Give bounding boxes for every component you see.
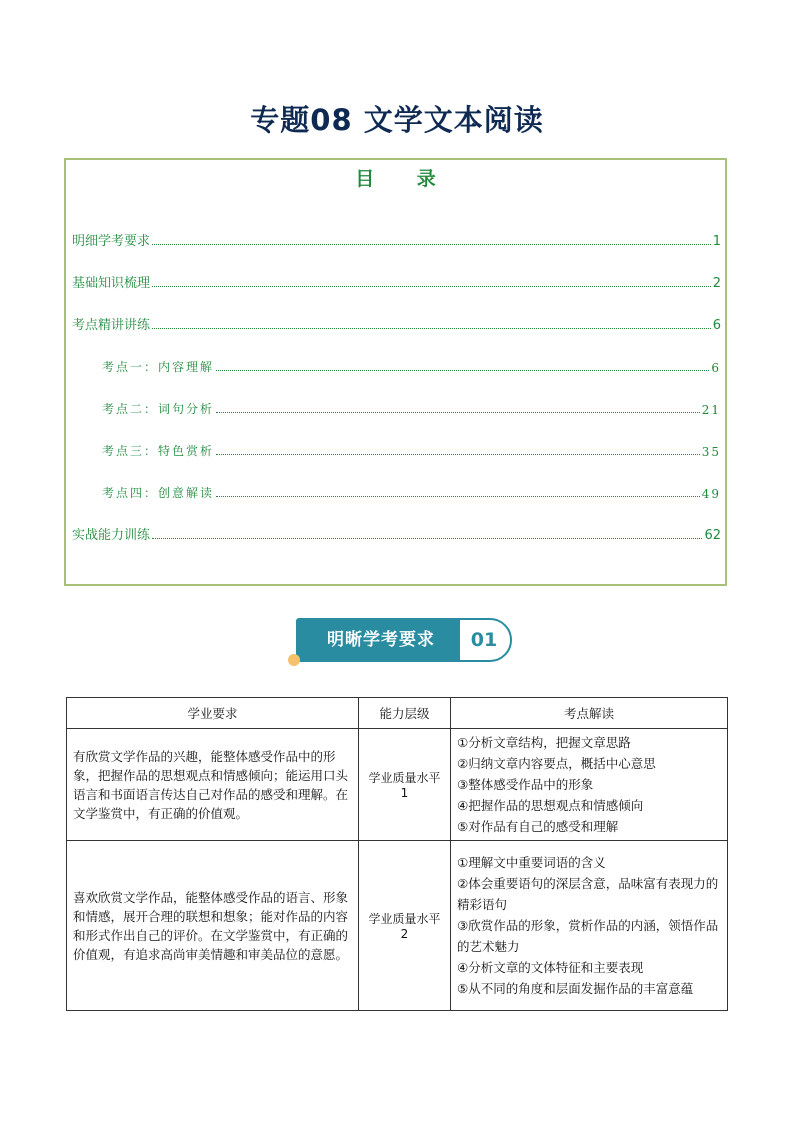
toc-entry-label: 考点四：创意解读 <box>102 486 215 500</box>
toc-entry[interactable] <box>102 441 721 459</box>
point-item: ③欣赏作品的形象，赏析作品的内涵，领悟作品的艺术魅力 <box>457 918 719 954</box>
section-number: 01 <box>470 629 498 651</box>
toc-entry-label: 考点一：内容理解 <box>102 360 215 374</box>
page-title: 专题08 文学文本阅读 <box>250 103 544 137</box>
toc-entry-label: 基础知识梳理 <box>72 276 151 291</box>
table-header-cell: 能力层级 <box>359 698 451 729</box>
toc-leader <box>216 369 709 371</box>
requirement-cell: 有欣赏文学作品的兴趣，能整体感受作品中的形象，把握作品的思想观点和情感倾向；能运用口头语言和书面语言传达自己对作品的感受和理解。在文学鉴赏中，有正确的价值观。 <box>67 729 359 841</box>
toc-leader <box>216 453 700 455</box>
toc-entry-page: 21 <box>701 403 721 417</box>
table-header-cell: 学业要求 <box>67 698 359 729</box>
toc-entry[interactable] <box>72 273 721 291</box>
decorative-dot-icon <box>288 654 300 666</box>
toc-entry[interactable] <box>102 483 721 501</box>
toc-entry-label: 考点精讲讲练 <box>72 318 151 333</box>
toc-entry-page: 49 <box>701 487 721 501</box>
toc-leader <box>216 411 700 413</box>
point-item: ①分析文章结构，把握文章思路 <box>457 735 631 750</box>
requirements-table <box>66 697 728 1011</box>
section-banner <box>288 618 516 662</box>
point-item: ①理解文中重要词语的含义 <box>457 855 606 870</box>
section-banner-label: 明晰学考要求 <box>327 630 435 650</box>
points-cell <box>451 729 728 841</box>
level-cell: 学业质量水平 2 <box>359 841 451 1011</box>
toc-entry-page: 1 <box>712 234 721 249</box>
toc-entry[interactable] <box>72 525 721 543</box>
toc-leader <box>152 327 711 329</box>
point-item: ②体会重要语句的深层含意，品味富有表现力的精彩语句 <box>457 876 719 912</box>
toc-leader <box>216 495 700 497</box>
toc-entry-label: 明细学考要求 <box>72 234 151 249</box>
toc-entry-page: 35 <box>701 445 721 459</box>
table-of-contents <box>64 158 727 586</box>
toc-leader <box>152 537 702 539</box>
toc-entry[interactable] <box>72 315 721 333</box>
toc-entry-page: 62 <box>704 528 721 543</box>
point-item: ⑤从不同的角度和层面发掘作品的丰富意蕴 <box>457 981 694 996</box>
point-item: ④把握作品的思想观点和情感倾向 <box>457 798 644 813</box>
toc-entry-label: 实战能力训练 <box>72 528 151 543</box>
requirement-cell: 喜欢欣赏文学作品，能整体感受作品的语言、形象和情感，展开合理的联想和想象；能对作品的内容和形式作出自己的评价。在文学鉴赏中，有正确的价值观，有追求高尚审美情趣和审美品位的意愿。 <box>67 841 359 1011</box>
toc-entry-label: 考点三：特色赏析 <box>102 444 215 458</box>
toc-heading: 目 录 <box>355 168 454 190</box>
toc-entry-page: 6 <box>712 318 721 333</box>
toc-entry-label: 考点二：词句分析 <box>102 402 215 416</box>
toc-entry-page: 6 <box>711 361 721 375</box>
point-item: ④分析文章的文体特征和主要表现 <box>457 960 644 975</box>
point-item: ②归纳文章内容要点，概括中心意思 <box>457 756 656 771</box>
toc-entry[interactable] <box>102 357 721 375</box>
level-cell: 学业质量水平 1 <box>359 729 451 841</box>
table-header-cell: 考点解读 <box>451 698 728 729</box>
table-row <box>67 841 728 1011</box>
toc-leader <box>152 285 711 287</box>
toc-entry[interactable] <box>72 231 721 249</box>
toc-entry[interactable] <box>102 399 721 417</box>
point-item: ③整体感受作品中的形象 <box>457 777 594 792</box>
points-cell <box>451 841 728 1011</box>
toc-leader <box>152 243 711 245</box>
point-item: ⑤对作品有自己的感受和理解 <box>457 819 619 834</box>
toc-entry-page: 2 <box>712 276 721 291</box>
table-header-row <box>67 698 728 729</box>
table-row <box>67 729 728 841</box>
